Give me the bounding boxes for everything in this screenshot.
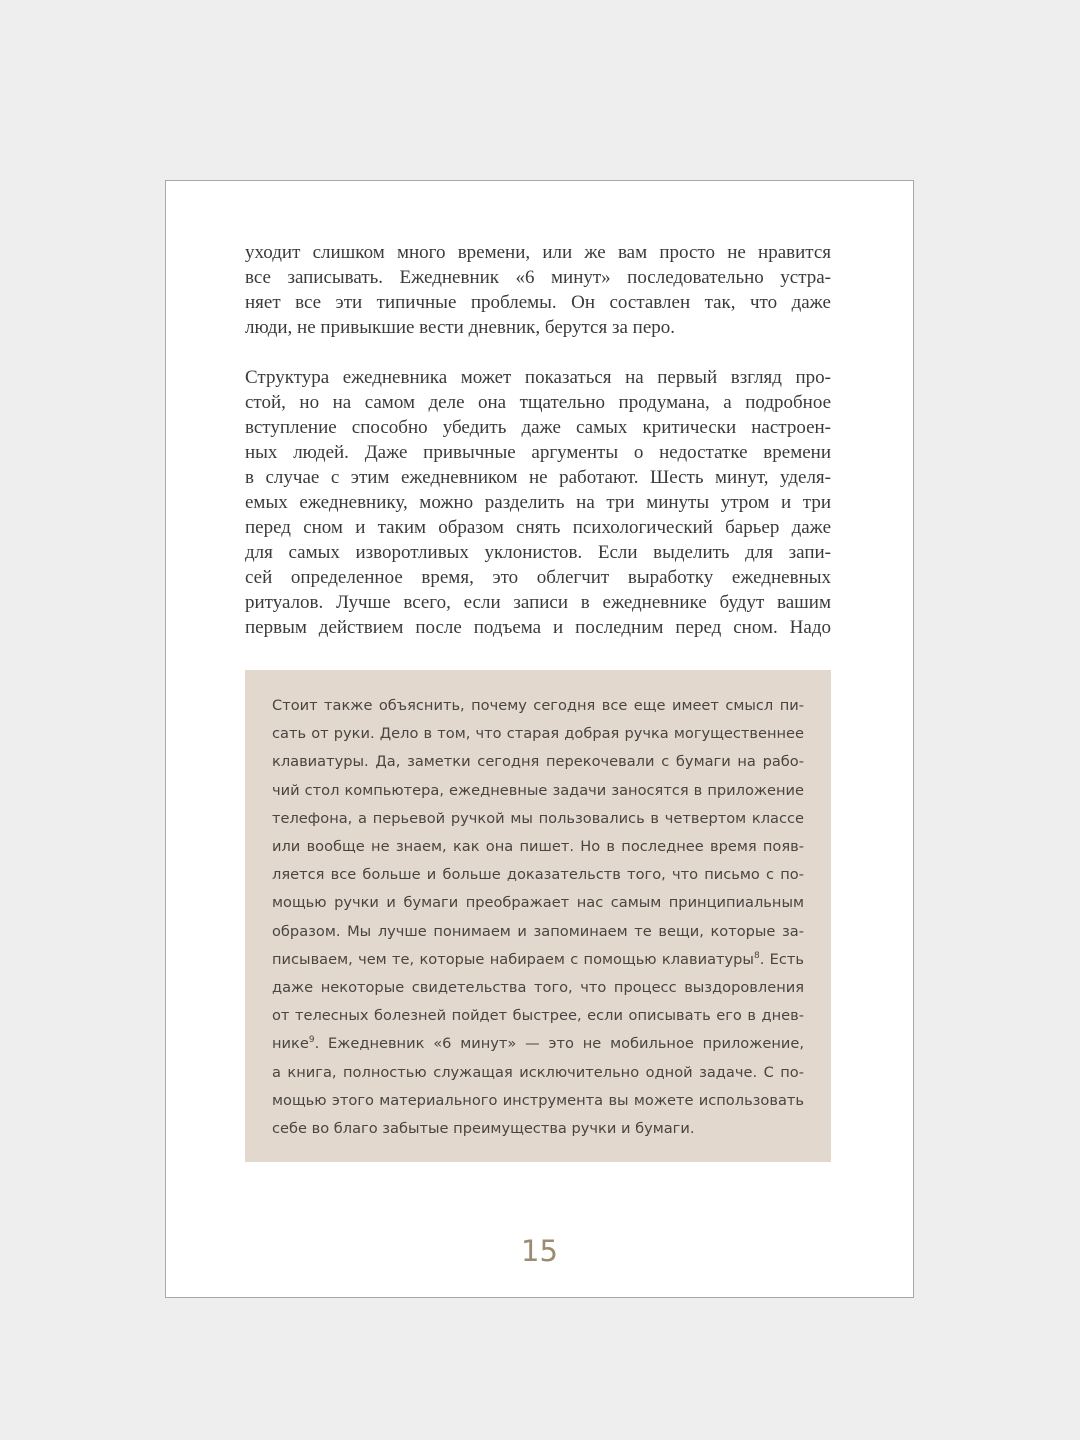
sidebar-line-text: . Ежедневник «6 минут» — это не мобильное приложение,: [314, 1035, 804, 1053]
sidebar-line: чий стол компьютера, ежедневные задачи заносятся в приложение: [272, 781, 804, 799]
sidebar-line: или вообще не знаем, как она пишет. Но в последнее время появ-: [272, 838, 804, 856]
footnote-marker[interactable]: 8: [753, 950, 760, 961]
text-line: ных людей. Даже привычные аргументы о недостатке времени: [245, 442, 831, 463]
sidebar-line: от телесных болезней пойдет быстрее, если описывать его в днев-: [272, 1007, 804, 1025]
text-line: Структура ежедневника может показаться на первый взгляд про-: [245, 367, 831, 388]
footnote-marker[interactable]: 9: [308, 1035, 315, 1046]
text-line: перед сном и таким образом снять психологический барьер даже: [245, 517, 831, 538]
sidebar-line: даже некоторые свидетельства того, что процесс выздоровления: [272, 979, 804, 997]
text-line: все записывать. Ежедневник «6 минут» последовательно устра-: [245, 267, 831, 288]
sidebar-line: ляется все больше и больше доказательств того, что письмо с по-: [272, 866, 804, 884]
sidebar-line: мощью ручки и бумаги преображает нас самым принципиальным: [272, 894, 804, 912]
paragraph-1: [245, 240, 831, 340]
book-page: [165, 180, 914, 1298]
sidebar-line: мощью этого материального инструмента вы можете использовать: [272, 1091, 804, 1109]
text-line: для самых изворотливых уклонистов. Если выделить для запи-: [245, 542, 831, 563]
sidebar-line: сать от руки. Дело в том, что старая добрая ручка могущественнее: [272, 725, 804, 743]
sidebar-text: [272, 692, 804, 1143]
text-line: ритуалов. Лучше всего, если записи в ежедневнике будут вашим: [245, 592, 831, 613]
text-line: люди, не привыкшие вести дневник, берутся за перо.: [245, 317, 676, 338]
sidebar-box: [245, 670, 831, 1162]
text-line: вступление способно убедить даже самых критически настроен-: [245, 417, 831, 438]
text-line: первым действием после подъема и последним перед сном. Надо: [245, 617, 831, 638]
page-number: 15: [521, 1234, 558, 1268]
text-line: сей определенное время, это облегчит выработку ежедневных: [245, 567, 831, 588]
text-line: в случае с этим ежедневником не работают. Шесть минут, уделя-: [245, 467, 831, 488]
sidebar-line: [272, 946, 804, 974]
text-line: стой, но на самом деле она тщательно продумана, а подробное: [245, 392, 831, 413]
sidebar-line-text: нике: [272, 1035, 309, 1053]
sidebar-line: а книга, полностью служащая исключительно одной задаче. С по-: [272, 1063, 804, 1081]
sidebar-line-text: писываем, чем те, которые набираем с помощью клавиатуры: [272, 950, 754, 968]
sidebar-line: себе во благо забытые преимущества ручки и бумаги.: [272, 1120, 695, 1138]
text-line: уходит слишком много времени, или же вам просто не нравится: [245, 242, 831, 263]
sidebar-line: [272, 1030, 804, 1058]
sidebar-line-text: . Есть: [759, 950, 804, 968]
sidebar-line: Стоит также объяснить, почему сегодня все еще имеет смысл пи-: [272, 697, 804, 714]
text-line: няет все эти типичные проблемы. Он составлен так, что даже: [245, 292, 831, 313]
paragraph-2: [245, 365, 831, 640]
sidebar-line: образом. Мы лучше понимаем и запоминаем те вещи, которые за-: [272, 922, 804, 940]
text-line: емых ежедневнику, можно разделить на три минуты утром и три: [245, 492, 831, 513]
sidebar-line: телефона, а перьевой ручкой мы пользовались в четвертом классе: [272, 809, 804, 827]
sidebar-line: клавиатуры. Да, заметки сегодня перекочевали с бумаги на рабо-: [272, 753, 804, 771]
